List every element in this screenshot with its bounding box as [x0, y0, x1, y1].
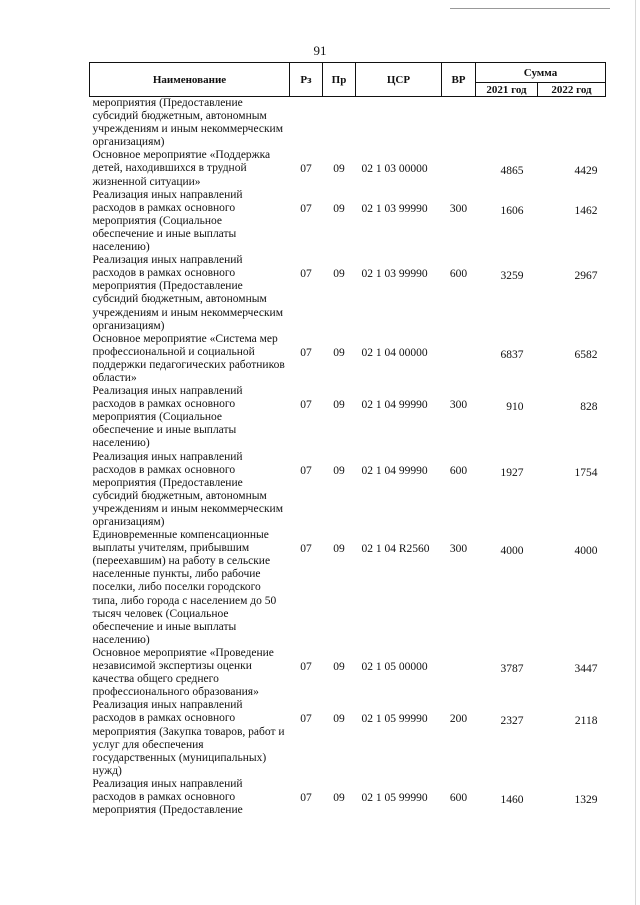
row-name: Основное мероприятие «Проведение независимой экспертизы оценки качества общего среднего профессионального образования»: [92, 646, 274, 699]
row-rz: 07: [300, 660, 312, 673]
row-vr: [442, 333, 476, 385]
row-name: Основное мероприятие «Поддержка детей, находившихся в трудной жизненной ситуации»: [92, 149, 271, 188]
table-row: [90, 529, 606, 647]
row-name: Реализация иных направлений расходов в рамках основного мероприятия (Предоставление субсидий бюджетным, автономным учреждениям и иным некоммерческим организациям): [92, 450, 283, 528]
table-row: [90, 97, 606, 150]
header-vr: ВР: [442, 63, 476, 97]
table-row: [90, 189, 606, 254]
row-csr: 02 1 04 R2560: [361, 543, 430, 556]
row-pr: 09: [333, 163, 345, 176]
row-pr: 09: [333, 791, 345, 804]
row-pr: 09: [333, 346, 345, 359]
row-sum-2021: [476, 97, 538, 150]
row-csr: 02 1 04 99990: [361, 464, 428, 477]
row-vr: [442, 97, 476, 150]
table-row: [90, 699, 606, 778]
row-vr: 300: [449, 543, 468, 556]
header-csr: ЦСР: [356, 63, 442, 97]
row-sum-2022: 1754: [574, 466, 598, 479]
row-name: Реализация иных направлений расходов в рамках основного мероприятия (Социальное обеспечение и иные выплаты населению): [92, 188, 243, 254]
header-name: Наименование: [90, 63, 290, 97]
row-sum-2021: 4000: [500, 545, 524, 558]
row-sum-2022: 4429: [574, 165, 598, 178]
row-vr: 200: [449, 713, 468, 726]
header-2022: 2022 год: [538, 83, 606, 97]
row-sum-2022: 3447: [574, 662, 598, 675]
row-sum-2021: 4865: [500, 165, 524, 178]
row-sum-2022: [538, 97, 606, 150]
row-name: мероприятия (Предоставление субсидий бюджетным, автономным учреждениям и иным некоммерческим организациям): [92, 97, 283, 149]
row-sum-2021: 1606: [500, 204, 524, 217]
table-body: [90, 97, 606, 818]
row-sum-2022: 1329: [574, 793, 598, 806]
row-pr: 09: [333, 464, 345, 477]
row-sum-2021: 3259: [500, 270, 524, 283]
scan-top-line: [450, 8, 610, 9]
row-csr: [356, 97, 442, 150]
row-rz: 07: [300, 268, 312, 281]
row-sum-2022: 2967: [574, 270, 598, 283]
row-pr: 09: [333, 660, 345, 673]
row-rz: 07: [300, 163, 312, 176]
row-rz: 07: [300, 346, 312, 359]
scan-edge-line: [635, 0, 636, 905]
row-rz: 07: [300, 713, 312, 726]
header-rz: Рз: [290, 63, 323, 97]
table-row: [90, 254, 606, 333]
row-sum-2021: 3787: [500, 662, 524, 675]
row-sum-2022: 4000: [574, 545, 598, 558]
row-sum-2021: 1460: [500, 793, 524, 806]
row-rz: 07: [300, 791, 312, 804]
row-sum-2021: 910: [506, 401, 524, 414]
row-sum-2021: 1927: [500, 466, 524, 479]
row-name: Реализация иных направлений расходов в рамках основного мероприятия (Предоставление: [92, 777, 243, 817]
table-row: [90, 385, 606, 450]
row-csr: 02 1 04 00000: [361, 346, 428, 359]
table-row: [90, 778, 606, 817]
row-csr: 02 1 05 99990: [361, 791, 428, 804]
table-header-row: [90, 63, 606, 83]
row-name: Основное мероприятие «Система мер профессиональной и социальной поддержки педагогических работников области»: [92, 332, 285, 384]
row-name: Единовременные компенсационные выплаты учителям, прибывшим (переехавшим) на работу в сельские населенные пункты, либо рабочие поселки, либо поселки городского типа, либо города с населением до 50 тысяч человек (Социальное обеспечение и иные выплаты населению): [92, 529, 277, 646]
row-sum-2021: 6837: [500, 348, 524, 361]
row-rz: [290, 97, 323, 150]
header-sum: Сумма: [476, 63, 606, 83]
row-pr: 09: [333, 268, 345, 281]
row-rz: 07: [300, 202, 312, 215]
table-row: [90, 647, 606, 699]
row-rz: 07: [300, 543, 312, 556]
row-sum-2021: 2327: [500, 715, 524, 728]
row-sum-2022: 1462: [574, 204, 598, 217]
row-name: Реализация иных направлений расходов в рамках основного мероприятия (Закупка товаров, работ и услуг для обеспечения государственных (муниципальных) нужд): [92, 699, 285, 777]
row-csr: 02 1 03 00000: [361, 163, 428, 176]
row-pr: 09: [333, 399, 345, 412]
row-pr: 09: [333, 202, 345, 215]
row-name: Реализация иных направлений расходов в рамках основного мероприятия (Социальное обеспечение и иные выплаты населению): [92, 385, 243, 450]
row-vr: 300: [449, 202, 468, 215]
row-csr: 02 1 05 99990: [361, 713, 428, 726]
page-number: 91: [313, 43, 327, 58]
row-rz: 07: [300, 399, 312, 412]
row-sum-2022: 6582: [574, 348, 598, 361]
row-csr: 02 1 05 00000: [361, 660, 428, 673]
table-row: [90, 333, 606, 385]
row-vr: 600: [449, 464, 468, 477]
row-csr: 02 1 03 99990: [361, 202, 428, 215]
row-vr: 600: [449, 268, 468, 281]
row-csr: 02 1 04 99990: [361, 399, 428, 412]
table-row: [90, 451, 606, 530]
row-vr: 300: [449, 399, 468, 412]
row-name: Реализация иных направлений расходов в рамках основного мероприятия (Предоставление субсидий бюджетным, автономным учреждениям и иным некоммерческим организациям): [92, 254, 283, 332]
row-pr: 09: [333, 713, 345, 726]
row-rz: 07: [300, 464, 312, 477]
budget-table: [89, 62, 606, 817]
row-vr: [442, 149, 476, 188]
header-2021: 2021 год: [476, 83, 538, 97]
row-vr: 600: [449, 791, 468, 804]
row-csr: 02 1 03 99990: [361, 268, 428, 281]
row-vr: [442, 647, 476, 699]
row-pr: [323, 97, 356, 150]
header-pr: Пр: [323, 63, 356, 97]
row-sum-2022: 2118: [574, 715, 598, 728]
table-row: [90, 149, 606, 188]
row-pr: 09: [333, 543, 345, 556]
row-sum-2022: 828: [580, 401, 598, 414]
